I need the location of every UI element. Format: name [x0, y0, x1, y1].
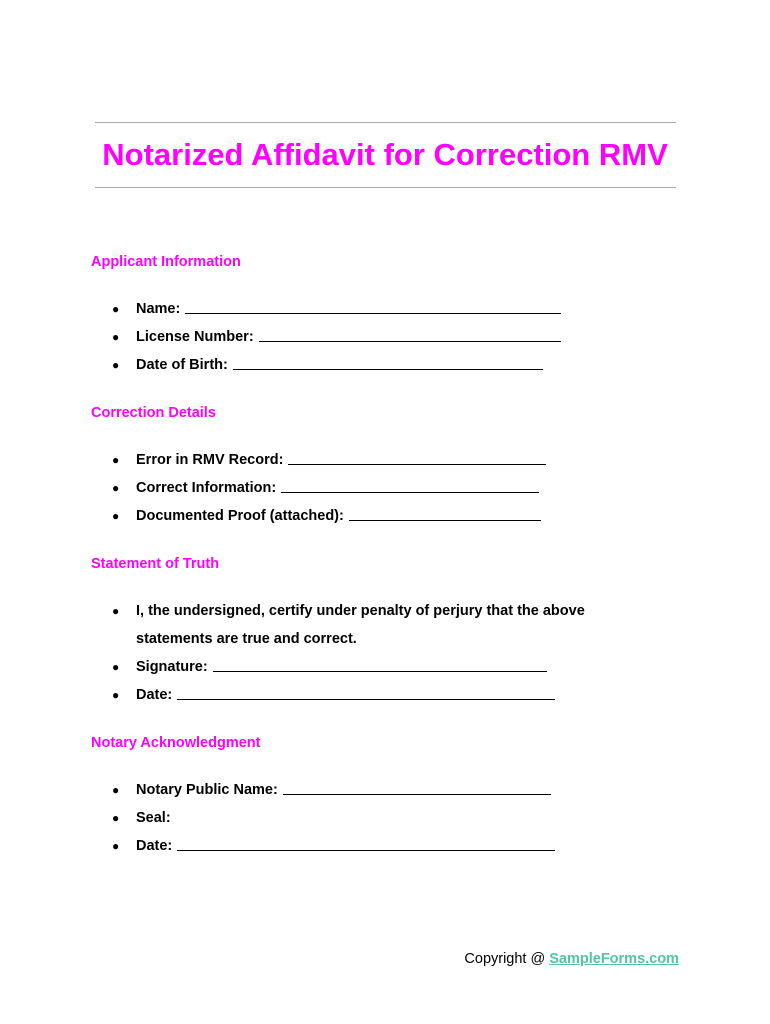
field-label: Date: [136, 687, 173, 703]
bullet-icon: ● [112, 688, 120, 702]
field-label: Name: [136, 301, 181, 317]
list-item-name [112, 300, 561, 318]
license-number-blank-line[interactable] [259, 329, 561, 342]
field-label: Error in RMV Record: [136, 452, 284, 468]
certification-text: I, the undersigned, certify under penalty of perjury that the above [136, 603, 585, 619]
bullet-icon: ● [112, 302, 120, 316]
list-item-certification [112, 602, 585, 620]
bullet-icon: ● [112, 660, 120, 674]
bullet-icon: ● [112, 453, 120, 467]
certification-text-continuation: statements are true and correct. [136, 631, 357, 647]
section-heading-correction-details: Correction Details [91, 405, 216, 421]
list-item-license-number [112, 328, 561, 346]
bullet-icon: ● [112, 811, 120, 825]
bullet-icon: ● [112, 358, 120, 372]
list-item-notary-public-name [112, 781, 551, 799]
list-item-seal [112, 809, 171, 827]
signature-blank-line[interactable] [213, 659, 547, 672]
copyright-footer [464, 950, 679, 968]
name-blank-line[interactable] [185, 301, 561, 314]
error-in-rmv-record-blank-line[interactable] [288, 452, 546, 465]
date-of-birth-blank-line[interactable] [233, 357, 543, 370]
field-label: Date of Birth: [136, 357, 228, 373]
field-label: Signature: [136, 659, 208, 675]
list-item-error-in-rmv-record [112, 451, 546, 469]
title-bottom-rule [95, 187, 676, 188]
documented-proof-blank-line[interactable] [349, 508, 541, 521]
field-label: Notary Public Name: [136, 782, 278, 798]
section-heading-applicant-information: Applicant Information [91, 254, 241, 270]
list-item-signature [112, 658, 547, 676]
section-heading-statement-of-truth: Statement of Truth [91, 556, 220, 572]
list-item-date [112, 686, 555, 704]
field-label: Documented Proof (attached): [136, 508, 344, 524]
field-label: Seal: [136, 810, 171, 826]
page-title: Notarized Affidavit for Correction RMV [102, 137, 668, 172]
list-item-correct-information [112, 479, 539, 497]
bullet-icon: ● [112, 330, 120, 344]
sampleforms-link[interactable]: SampleForms.com [549, 951, 679, 967]
date-blank-line[interactable] [177, 687, 555, 700]
title-top-rule [95, 122, 676, 123]
list-item-notary-date [112, 837, 555, 855]
bullet-icon: ● [112, 783, 120, 797]
bullet-icon: ● [112, 839, 120, 853]
field-label: Date: [136, 838, 173, 854]
list-item-date-of-birth [112, 356, 543, 374]
bullet-icon: ● [112, 509, 120, 523]
notary-public-name-blank-line[interactable] [283, 782, 551, 795]
field-label: License Number: [136, 329, 254, 345]
field-label: Correct Information: [136, 480, 277, 496]
copyright-prefix: Copyright @ [464, 951, 550, 967]
bullet-icon: ● [112, 604, 120, 618]
correct-information-blank-line[interactable] [281, 480, 539, 493]
bullet-icon: ● [112, 481, 120, 495]
list-item-documented-proof [112, 507, 541, 525]
section-heading-notary-acknowledgment: Notary Acknowledgment [91, 735, 261, 751]
notary-date-blank-line[interactable] [177, 838, 555, 851]
